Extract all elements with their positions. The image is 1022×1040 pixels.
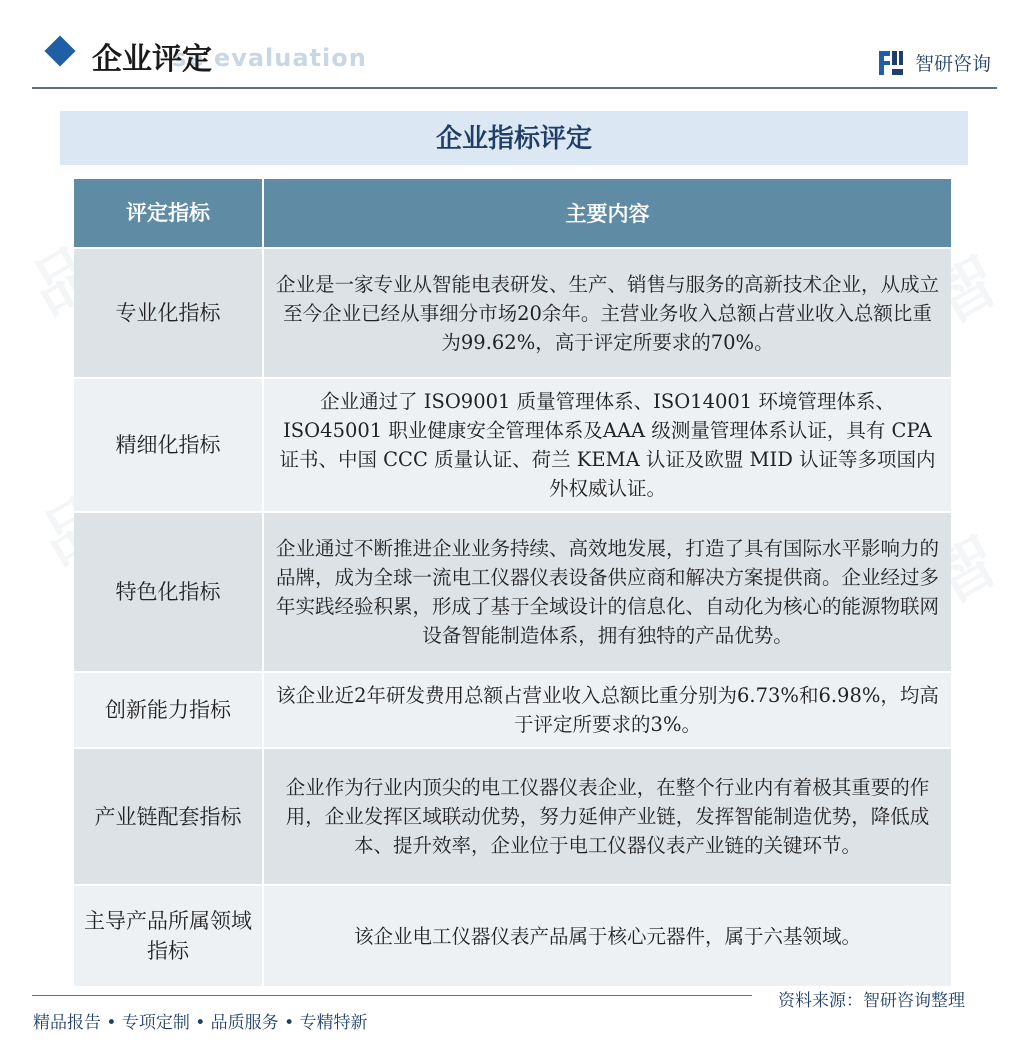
watermark-logo: 品 [18,233,112,330]
content-cell: 企业是一家专业从智能电表研发、生产、销售与服务的高新技术企业，从成立至今企业已经从事细分市场20余年。主营业务收入总额占营业收入总额比重为99.62%，高于评定所要求的70%。 [264,249,951,377]
content-cell: 该企业电工仪器仪表产品属于核心元器件，属于六基领域。 [264,886,951,986]
indicator-cell: 创新能力指标 [74,673,264,747]
brand-name: 智研咨询 [915,53,992,75]
table-row [74,673,951,749]
evaluation-table [74,179,951,988]
footer-divider [32,995,752,996]
content-cell: 企业作为行业内顶尖的电工仪器仪表企业，在整个行业内有着极其重要的作用，企业发挥区域联动优势，努力延伸产业链，发挥智能制造优势，降低成本、提升效率，企业位于电工仪器仪表产业链的关键环节。 [264,749,951,884]
indicator-cell: 主导产品所属领域指标 [74,886,264,986]
page-header [0,0,1022,90]
page-title: 企业评定 [92,42,212,77]
table-row [74,379,951,513]
watermark-logo: 智 [918,243,1012,340]
indicator-cell: 精细化指标 [74,379,264,511]
footer-slogan: 精品报告 • 专项定制 • 品质服务 • 专精特新 [33,1013,368,1033]
data-source: 资料来源：智研咨询整理 [778,991,965,1011]
indicator-cell: 特色化指标 [74,513,264,671]
brand-logo-icon [878,50,904,76]
content-cell: 企业通过了 ISO9001 质量管理体系、ISO14001 环境管理体系、ISO45001 职业健康安全管理体系及AAA 级测量管理体系认证，具有 CPA 证书、中国 CCC 质量认证、荷兰 KEMA 认证及欧盟 MID 认证等多项国内外权威认证。 [264,379,951,511]
table-row [74,249,951,379]
table-row [74,513,951,673]
table-header-row [74,179,951,249]
watermark-logo: 智 [918,523,1012,620]
content-cell: 企业通过不断推进企业业务持续、高效地发展，打造了具有国际水平影响力的品牌，成为全球一流电工仪器仪表设备供应商和解决方案提供商。企业经过多年实践经验积累，形成了基于全域设计的信息化、自动化为核心的能源物联网设备智能制造体系，拥有独特的产品优势。 [264,513,951,671]
table-row [74,749,951,886]
table-title: 企业指标评定 [60,111,968,165]
indicator-cell: 产业链配套指标 [74,749,264,884]
indicator-cell: 专业化指标 [74,249,264,377]
header-divider [32,87,997,89]
content-cell: 该企业近2年研发费用总额占营业收入总额比重分别为6.73%和6.98%，均高于评定所要求的3%。 [264,673,951,747]
column-header-indicator: 评定指标 [74,179,264,247]
table-row [74,886,951,988]
diamond-icon [44,35,75,66]
column-header-content: 主要内容 [264,179,951,247]
header-title-english: se evaluation [172,44,367,72]
